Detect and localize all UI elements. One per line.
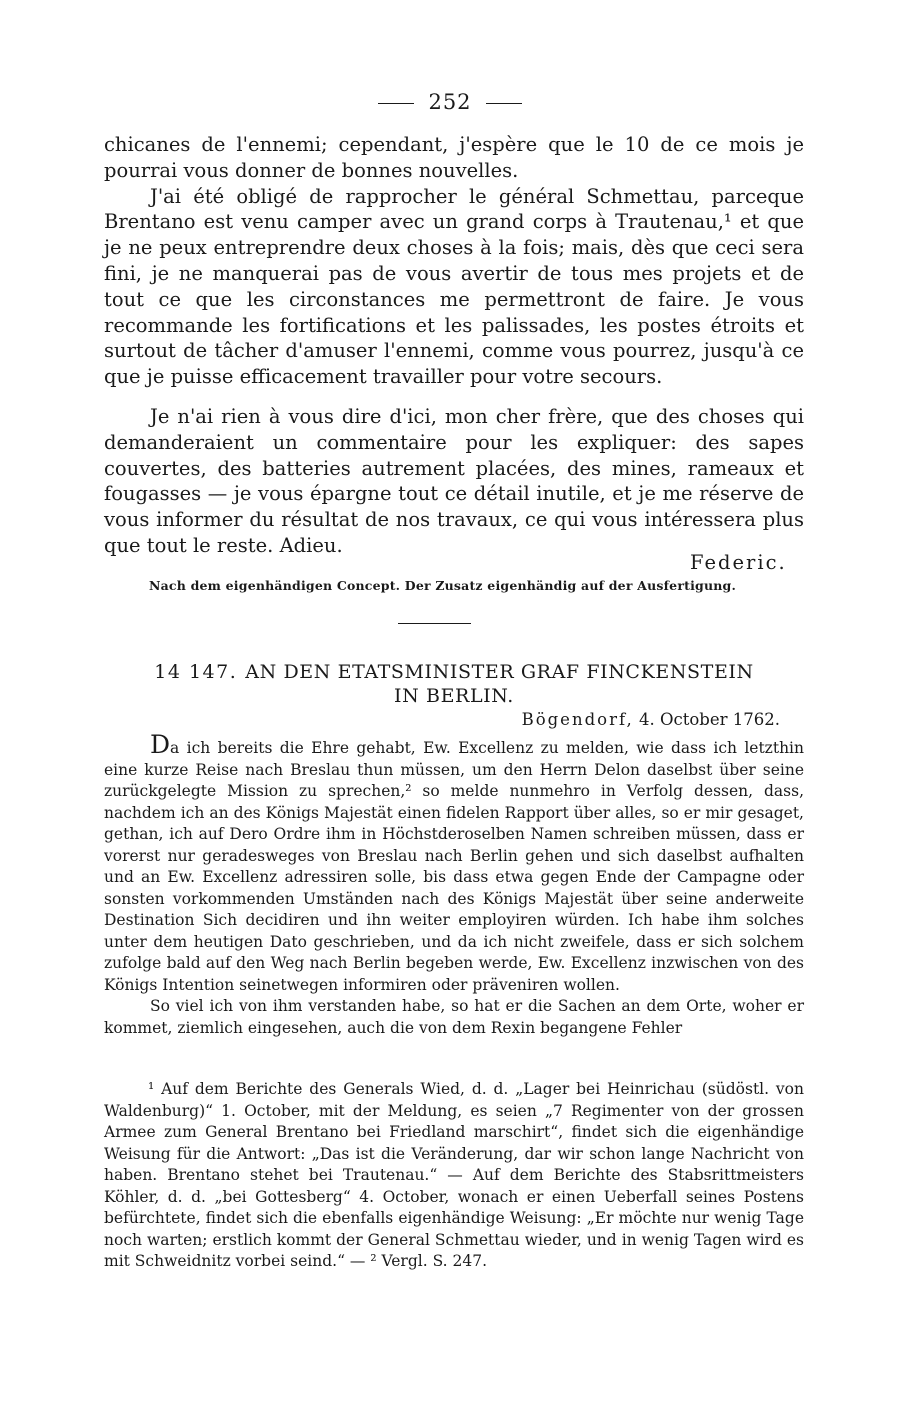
page-number-dash-right <box>486 103 522 104</box>
letter-recipient: AN DEN ETATSMINISTER GRAF FINCKENSTEIN <box>245 661 754 683</box>
paragraph: chicanes de l'ennemi; cependant, j'espère que le 10 de ce mois je pourrai vous donner de bonnes nouvelles. <box>104 133 804 182</box>
dateline-place: Bögendorf, <box>521 710 634 729</box>
letter-heading-line1 <box>104 660 804 684</box>
letter-heading <box>104 660 804 708</box>
paragraph: J'ai été obligé de rapprocher le général Schmettau, parceque Brentano est venu camper avec un grand corps à Trautenau,¹ et que je ne peux entreprendre deux choses à la fois; mais, dès que ceci sera fini, je ne manquerai pas de vous avertir de tous mes projets et de tout ce que les circonstances me permettront de faire. Je vous recommande les fortifications et les palissades, les postes étroits et surtout de tâcher d'amuser l'ennemi, comme vous pourrez, jusqu'à ce que je puisse efficacement travailler pour votre secours. <box>104 184 804 389</box>
footnotes <box>104 1079 804 1273</box>
letter-continuation <box>104 132 804 559</box>
letter-number: 14 147. <box>154 661 238 683</box>
drop-cap: D <box>150 730 171 759</box>
paragraph <box>104 730 804 996</box>
dateline <box>450 710 780 729</box>
paragraph-text: a ich bereits die Ehre gehabt, Ew. Excellenz zu melden, wie dass ich letzthin eine kurze Reise nach Breslau thun müssen, um den Herrn Delon daselbst über seine zurückgelegte Mission zu sprechen,² so melde nunmehro in Verfolg dessen, dass, nachdem ich an des Königs Majestät einen fidelen Rapport über alles, so er mir gesaget, gethan, ich auf Dero Ordre ihm in Höchstderoselben Namen schreiben müssen, dass er vorerst nur geradesweges von Breslau nach Berlin gehen und sich daselbst aufhalten und an Ew. Excellenz adressiren solle, bis dass etwa gegen Ende der Campagne oder sonsten vorkommenden Umständen nach des Königs Majestät über seine anderweite Destination Sich decidiren und ihn weiter employiren würden. Ich habe ihm solches unter dem heutigen Dato geschrieben, und da ich nicht zweifele, dass er sich solchem zufolge bald auf den Weg nach Berlin begeben werde, Ew. Excellenz inzwischen von des Königs Intention seinetwegen informiren oder präveniren wollen. <box>104 739 804 994</box>
letter-heading-line2: IN BERLIN. <box>394 685 514 707</box>
letter-body <box>104 730 804 1039</box>
page-number-dash-left <box>378 103 414 104</box>
paragraph: Je n'ai rien à vous dire d'ici, mon cher frère, que des choses qui demanderaient un commentaire pour les expliquer: des sapes couvertes, des batteries autrement placées, des mines, rameaux et fougasses — je vous épargne tout ce détail inutile, et je me réserve de vous informer du résultat de nos travaux, ce qui vous intéressera plus que tout le reste. Adieu. <box>104 404 804 557</box>
section-divider <box>398 623 471 624</box>
paragraph-gap <box>104 390 804 404</box>
page-number <box>0 90 900 114</box>
page-number-text: 252 <box>428 90 472 114</box>
signature: Federic. <box>690 551 787 574</box>
footnote: ¹ Auf dem Berichte des Generals Wied, d. d. „Lager bei Heinrichau (südöstl. von Waldenburg)“ 1. October, mit der Meldung, es seien „7 Regimenter von der grossen Armee zum General Brentano bei Friedland marschirt“, findet sich die eigenhändige Weisung für die Antwort: „Das ist die Veränderung, dar wir schon lange Nachricht von haben. Brentano stehet bei Trautenau.“ — Auf dem Berichte des Stabsrittmeisters Köhler, d. d. „bei Gottesberg“ 4. October, wonach er einen Ueberfall seines Postens befürchtete, findet sich die ebenfalls eigenhändige Weisung: „Er möchte nur wenig Tage noch warten; erstlich kommt der General Schmettau wieder, und in wenig Tagen wird es mit Schweidnitz vorbei seind.“ — ² Vergl. S. 247. <box>104 1080 804 1270</box>
paragraph: So viel ich von ihm verstanden habe, so hat er die Sachen an dem Orte, woher er kommet, ziemlich eingesehen, auch die von dem Rexin begangene Fehler <box>104 997 804 1037</box>
source-note: Nach dem eigenhändigen Concept. Der Zusatz eigenhändig auf der Ausfertigung. <box>149 578 737 593</box>
dateline-date: 4. October 1762. <box>638 710 780 729</box>
